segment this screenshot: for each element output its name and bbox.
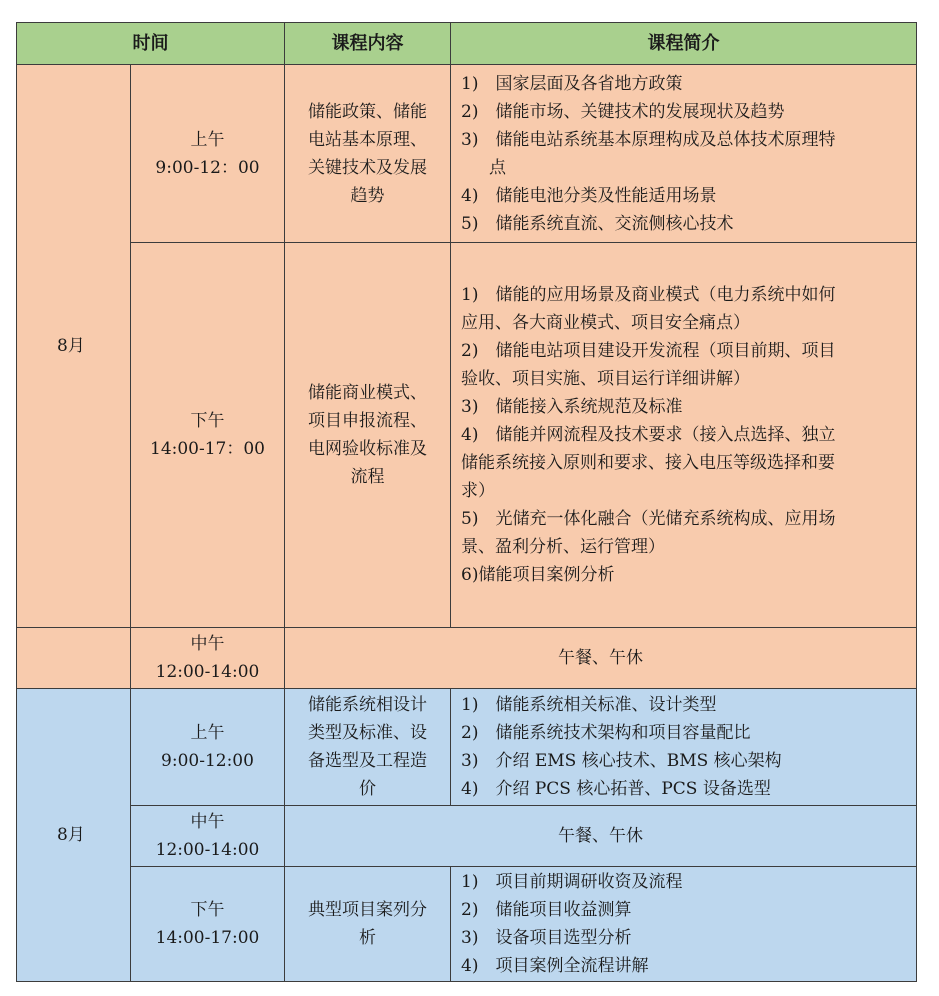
day1-afternoon-row [17, 243, 917, 628]
intro-line: 2) 储能项目收益测算 [461, 900, 632, 920]
header-row [17, 23, 917, 65]
intro-line: 3) 储能接入系统规范及标准 [461, 397, 683, 417]
time-range: 9:00-12：00 [155, 157, 260, 178]
period-label: 中午 [190, 634, 225, 654]
day1-afternoon-intro [451, 243, 917, 628]
empty-cell [17, 628, 131, 689]
content-line: 关键技术及发展 [308, 157, 427, 178]
intro-line: 1) 国家层面及各省地方政策 [461, 73, 683, 94]
intro-line: 点 [489, 157, 506, 178]
time-range: 12:00-14:00 [155, 662, 260, 682]
period-label: 下午 [190, 900, 225, 920]
intro-line: 4) 介绍 PCS 核心拓普、PCS 设备选型 [461, 779, 771, 799]
content-line: 析 [359, 928, 376, 948]
day1-noon-row [17, 628, 917, 689]
time-range: 12:00-14:00 [155, 840, 260, 860]
content-line: 价 [359, 779, 376, 799]
content-line: 类型及标准、设 [308, 723, 427, 743]
intro-line: 4) 储能电池分类及性能适用场景 [461, 185, 717, 206]
intro-line: 5) 储能系统直流、交流侧核心技术 [461, 213, 734, 234]
content-line: 储能商业模式、 [308, 383, 427, 403]
day1-noon-time [131, 628, 285, 689]
period-label: 下午 [190, 411, 225, 431]
day2-noon-row [17, 806, 917, 867]
day1-morning-intro [451, 65, 917, 243]
intro-line: 求） [461, 481, 495, 501]
day1-morning-row [17, 65, 917, 243]
intro-line: 3) 介绍 EMS 核心技术、BMS 核心架构 [461, 751, 782, 771]
day2-afternoon-time [131, 867, 285, 982]
day2-morning-time [131, 689, 285, 806]
content-line: 项目申报流程、 [308, 411, 427, 431]
content-line: 典型项目案列分 [308, 900, 427, 920]
intro-line: 应用、各大商业模式、项目安全痛点） [461, 313, 750, 333]
intro-line: 景、盈利分析、运行管理） [461, 537, 665, 557]
day2-morning-intro [451, 689, 917, 806]
day2-afternoon-content [285, 867, 451, 982]
day2-morning-row [17, 689, 917, 806]
content-line: 流程 [350, 467, 385, 487]
content-line: 储能系统相设计 [308, 695, 427, 715]
content-line: 储能政策、储能 [308, 101, 427, 122]
intro-line: 1) 储能系统相关标准、设计类型 [461, 695, 717, 715]
intro-line: 1) 储能的应用场景及商业模式（电力系统中如何 [461, 285, 836, 305]
time-range: 14:00-17:00 [155, 928, 260, 948]
intro-line: 5) 光储充一体化融合（光储充系统构成、应用场 [461, 509, 836, 529]
intro-line: 2) 储能市场、关键技术的发展现状及趋势 [461, 101, 785, 122]
content-line: 电网验收标准及 [308, 439, 427, 459]
day1-date: 8月 [17, 65, 131, 628]
content-line: 电站基本原理、 [308, 129, 427, 150]
header-intro: 课程简介 [451, 23, 917, 65]
intro-line: 4) 项目案例全流程讲解 [461, 956, 649, 976]
header-time: 时间 [17, 23, 285, 65]
intro-line: 1) 项目前期调研收资及流程 [461, 872, 683, 892]
intro-line: 3) 设备项目选型分析 [461, 928, 632, 948]
intro-line: 验收、项目实施、项目运行详细讲解） [461, 369, 750, 389]
day2-afternoon-row [17, 867, 917, 982]
day1-morning-time [131, 65, 285, 243]
day1-noon-text: 午餐、午休 [285, 628, 917, 689]
intro-line: 2) 储能系统技术架构和项目容量配比 [461, 723, 751, 743]
day1-afternoon-time [131, 243, 285, 628]
header-content: 课程内容 [285, 23, 451, 65]
day2-morning-content [285, 689, 451, 806]
day2-date: 8月 [17, 689, 131, 982]
schedule-table [16, 22, 917, 982]
content-line: 备选型及工程造 [308, 751, 427, 771]
intro-line: 储能系统接入原则和要求、接入电压等级选择和要 [461, 453, 835, 473]
period-label: 上午 [190, 129, 225, 150]
day1-afternoon-content [285, 243, 451, 628]
content-line: 趋势 [350, 185, 385, 206]
day2-afternoon-intro [451, 867, 917, 982]
day2-noon-time [131, 806, 285, 867]
time-range: 14:00-17：00 [150, 439, 265, 459]
intro-line: 3) 储能电站系统基本原理构成及总体技术原理特 [461, 129, 836, 150]
period-label: 上午 [190, 723, 225, 743]
day2-noon-text: 午餐、午休 [285, 806, 917, 867]
intro-line: 2) 储能电站项目建设开发流程（项目前期、项目 [461, 341, 836, 361]
day1-morning-content [285, 65, 451, 243]
period-label: 中午 [190, 812, 225, 832]
intro-line: 4) 储能并网流程及技术要求（接入点选择、独立 [461, 425, 836, 445]
intro-line: 6)储能项目案例分析 [461, 565, 615, 585]
time-range: 9:00-12:00 [161, 751, 254, 771]
